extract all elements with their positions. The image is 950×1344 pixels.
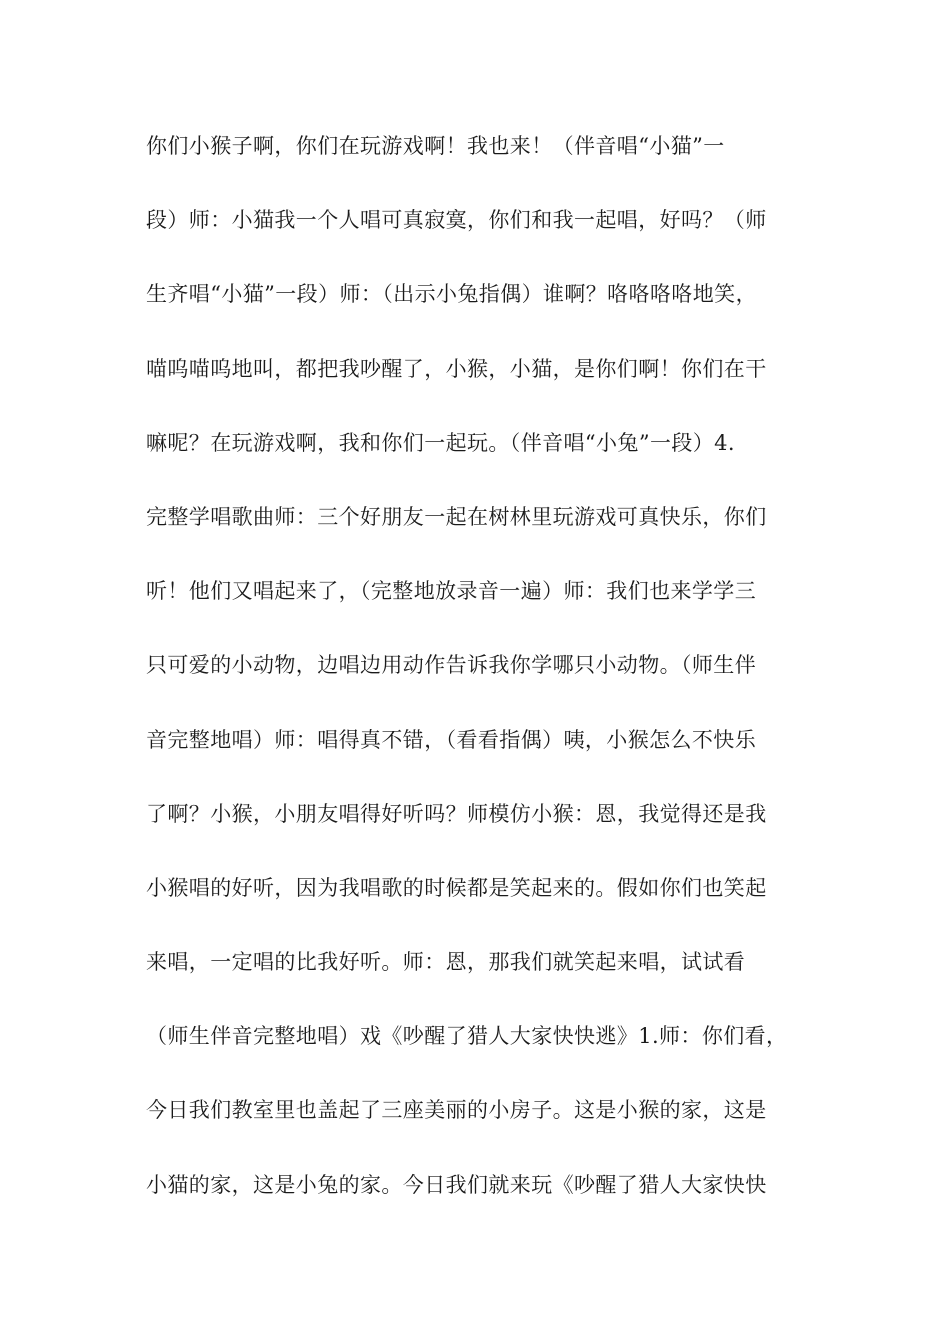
text-line: 你们小猴子啊，你们在玩游戏啊！我也来！（伴音唱“小猫”一 xyxy=(146,134,725,158)
text-line: 喵呜喵呜地叫，都把我吵醒了，小猴，小猫，是你们啊！你们在干 xyxy=(146,356,767,381)
text-line: 了啊？小猴，小朋友唱得好听吗？师模仿小猴：恩，我觉得还是我 xyxy=(146,801,767,826)
text-line: 小猴唱的好听，因为我唱歌的时候都是笑起来的。假如你们也笑起 xyxy=(146,875,767,900)
text-line: 只可爱的小动物，边唱边用动作告诉我你学哪只小动物。（师生伴 xyxy=(146,653,757,678)
body-text xyxy=(146,128,806,1241)
text-line: 嘛呢？在玩游戏啊，我和你们一起玩。（伴音唱“小兔”一段）4. xyxy=(146,430,736,455)
text-line: 今日我们教室里也盖起了三座美丽的小房子。这是小猴的家，这是 xyxy=(146,1098,767,1123)
text-line: 完整学唱歌曲师：三个好朋友一起在树林里玩游戏可真快乐，你们 xyxy=(146,504,767,529)
text-line: 音完整地唱）师：唱得真不错，（看看指偶）咦，小猴怎么不快乐 xyxy=(146,727,757,752)
text-line: 段）师：小猫我一个人唱可真寂寞，你们和我一起唱，好吗？（师 xyxy=(146,208,767,233)
text-line: 听！他们又唱起来了，（完整地放录音一遍）师：我们也来学学三 xyxy=(146,579,757,604)
text-line: 来唱，一定唱的比我好听。师：恩，那我们就笑起来唱，试试看 xyxy=(146,950,746,975)
text-line: （师生伴音完整地唱）戏《吵醒了猎人大家快快逃》1.师：你们看， xyxy=(146,1024,788,1049)
text-line: 小猫的家，这是小兔的家。今日我们就来玩《吵醒了猎人大家快快 xyxy=(146,1172,767,1197)
text-line: 生齐唱“小猫”一段）师：（出示小兔指偶）谁啊？咯咯咯咯地笑， xyxy=(146,282,757,307)
